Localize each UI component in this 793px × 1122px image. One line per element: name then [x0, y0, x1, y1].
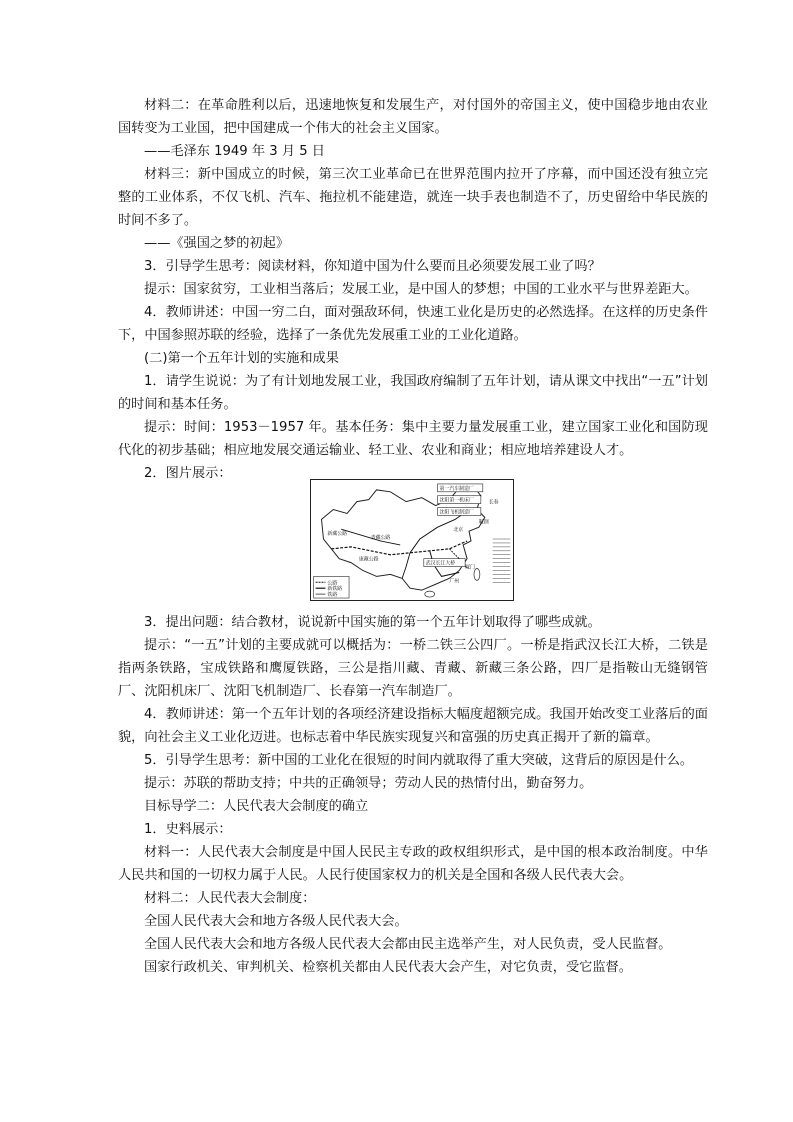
paragraph: 材料二：人民代表大会制度： [144, 891, 316, 906]
paragraph: 5．引导学生思考：新中国的工业化在很短的时间内就取得了重大突破，这背后的原因是什么。 [144, 753, 694, 768]
text-block-upper [118, 94, 708, 485]
section-heading: 目标导学二：人民代表大会制度的确立 [144, 799, 369, 814]
map-label: 沈阳飞机制造厂 [439, 509, 474, 516]
map-label: 第一汽车制造厂 [439, 485, 474, 492]
paragraph: 全国人民代表大会和地方各级人民代表大会。 [144, 914, 408, 929]
paragraph: 1．史料展示： [144, 822, 232, 837]
map-label: 康藏公路 [358, 556, 379, 563]
island-hainan [425, 591, 435, 597]
map-label: 厦门 [465, 564, 475, 571]
paragraph: 3．引导学生思考：阅读材料，你知道中国为什么要而且必须要发展工业了吗？ [144, 259, 601, 274]
section-heading: (二)第一个五年计划的实施和成果 [144, 351, 339, 366]
route-line [402, 553, 410, 579]
map-label: 鞍钢 [478, 519, 489, 526]
paragraph: 材料三：新中国成立的时候，第三次工业革命已在世界范围内拉开了序幕，而中国还没有独立完整的工业体系，不仅飞机、汽车、拖拉机不能建造，就连一块手表也制造不了，历史留给中华民族的时间不多了。 [118, 167, 708, 228]
paragraph: 全国人民代表大会和地方各级人民代表大会都由民主选举产生，对人民负责，受人民监督。 [144, 937, 672, 952]
map-label: 沈阳第一机床厂 [439, 497, 474, 504]
route-line [331, 541, 467, 555]
map-label: 北京 [453, 527, 464, 534]
legend-label: 新铁路 [327, 586, 343, 593]
paragraph: 4．教师讲述：中国一穷二白，面对强敌环伺，快速工业化是历史的必然选择。在这样的历史条件下，中国参照苏联的经验，选择了一条优先发展重工业的工业化道路。 [118, 305, 708, 343]
paragraph: 2．图片展示： [144, 466, 232, 481]
paragraph: 提示：时间：1953－1957 年。基本任务：集中主要力量发展重工业，建立国家工业化和国防现代化的初步基础；相应地发展交通运输业、轻工业、农业和商业；相应地培养建设人才。 [118, 420, 708, 458]
paragraph: 材料二：在革命胜利以后，迅速地恢复和发展生产，对付国外的帝国主义，使中国稳步地由农业国转变为工业国，把中国建成一个伟大的社会主义国家。 [118, 98, 708, 136]
sea-hatching [493, 539, 511, 582]
paragraph: 提示：苏联的帮助支持；中共的正确领导；劳动人民的热情付出，勤奋努力。 [144, 776, 593, 791]
paragraph: 提示：“一五”计划的主要成就可以概括为：一桥二铁三公四厂。一桥是指武汉长江大桥，二铁是指两条铁路，宝成铁路和鹰厦铁路，三公是指川藏、青藏、新藏三条公路，四厂是指鞍山无缝钢管厂、沈阳机床厂、沈阳飞机制造厂、长春第一汽车制造厂。 [118, 638, 708, 699]
legend-label: 公路 [327, 580, 338, 587]
china-map-figure [311, 480, 513, 600]
legend-label: 铁路 [327, 592, 338, 599]
paragraph: 材料一：人民代表大会制度是中国人民民主专政的政权组织形式，是中国的根本政治制度。中华人民共和国的一切权力属于人民。人民行使国家权力的机关是全国和各级人民代表大会。 [118, 845, 708, 883]
paragraph: 国家行政机关、审判机关、检察机关都由人民代表大会产生，对它负责，受它监督。 [144, 960, 632, 975]
map-label: 长春 [488, 499, 499, 506]
map-label: 武汉长江大桥 [425, 560, 456, 567]
paragraph: 提示：国家贫穷，工业相当落后；发展工业，是中国人的梦想；中国的工业水平与世界差距大。 [144, 282, 698, 297]
map-label: 青藏公路 [370, 535, 391, 542]
map-label: 新藏公路 [327, 531, 348, 538]
paragraph: 4．教师讲述：第一个五年计划的各项经济建设指标大幅度超额完成。我国开始改变工业落后的面貌，向社会主义工业化迈进。也标志着中华民族实现复兴和富强的历史真正揭开了新的篇章。 [118, 707, 708, 745]
paragraph: ——《强国之梦的初起》 [144, 236, 290, 251]
map-label: 广州 [449, 578, 460, 585]
map-legend [314, 576, 349, 598]
text-block-lower [118, 611, 708, 979]
paragraph: 1．请学生说说：为了有计划地发展工业，我国政府编制了五年计划，请从课文中找出“一五”计划的时间和基本任务。 [118, 374, 708, 412]
paragraph: 3．提出问题：结合教材，说说新中国实施的第一个五年计划取得了哪些成就。 [144, 615, 601, 630]
first-five-year-plan-map [310, 479, 514, 601]
paragraph: ——毛泽东 1949 年 3 月 5 日 [144, 144, 325, 159]
